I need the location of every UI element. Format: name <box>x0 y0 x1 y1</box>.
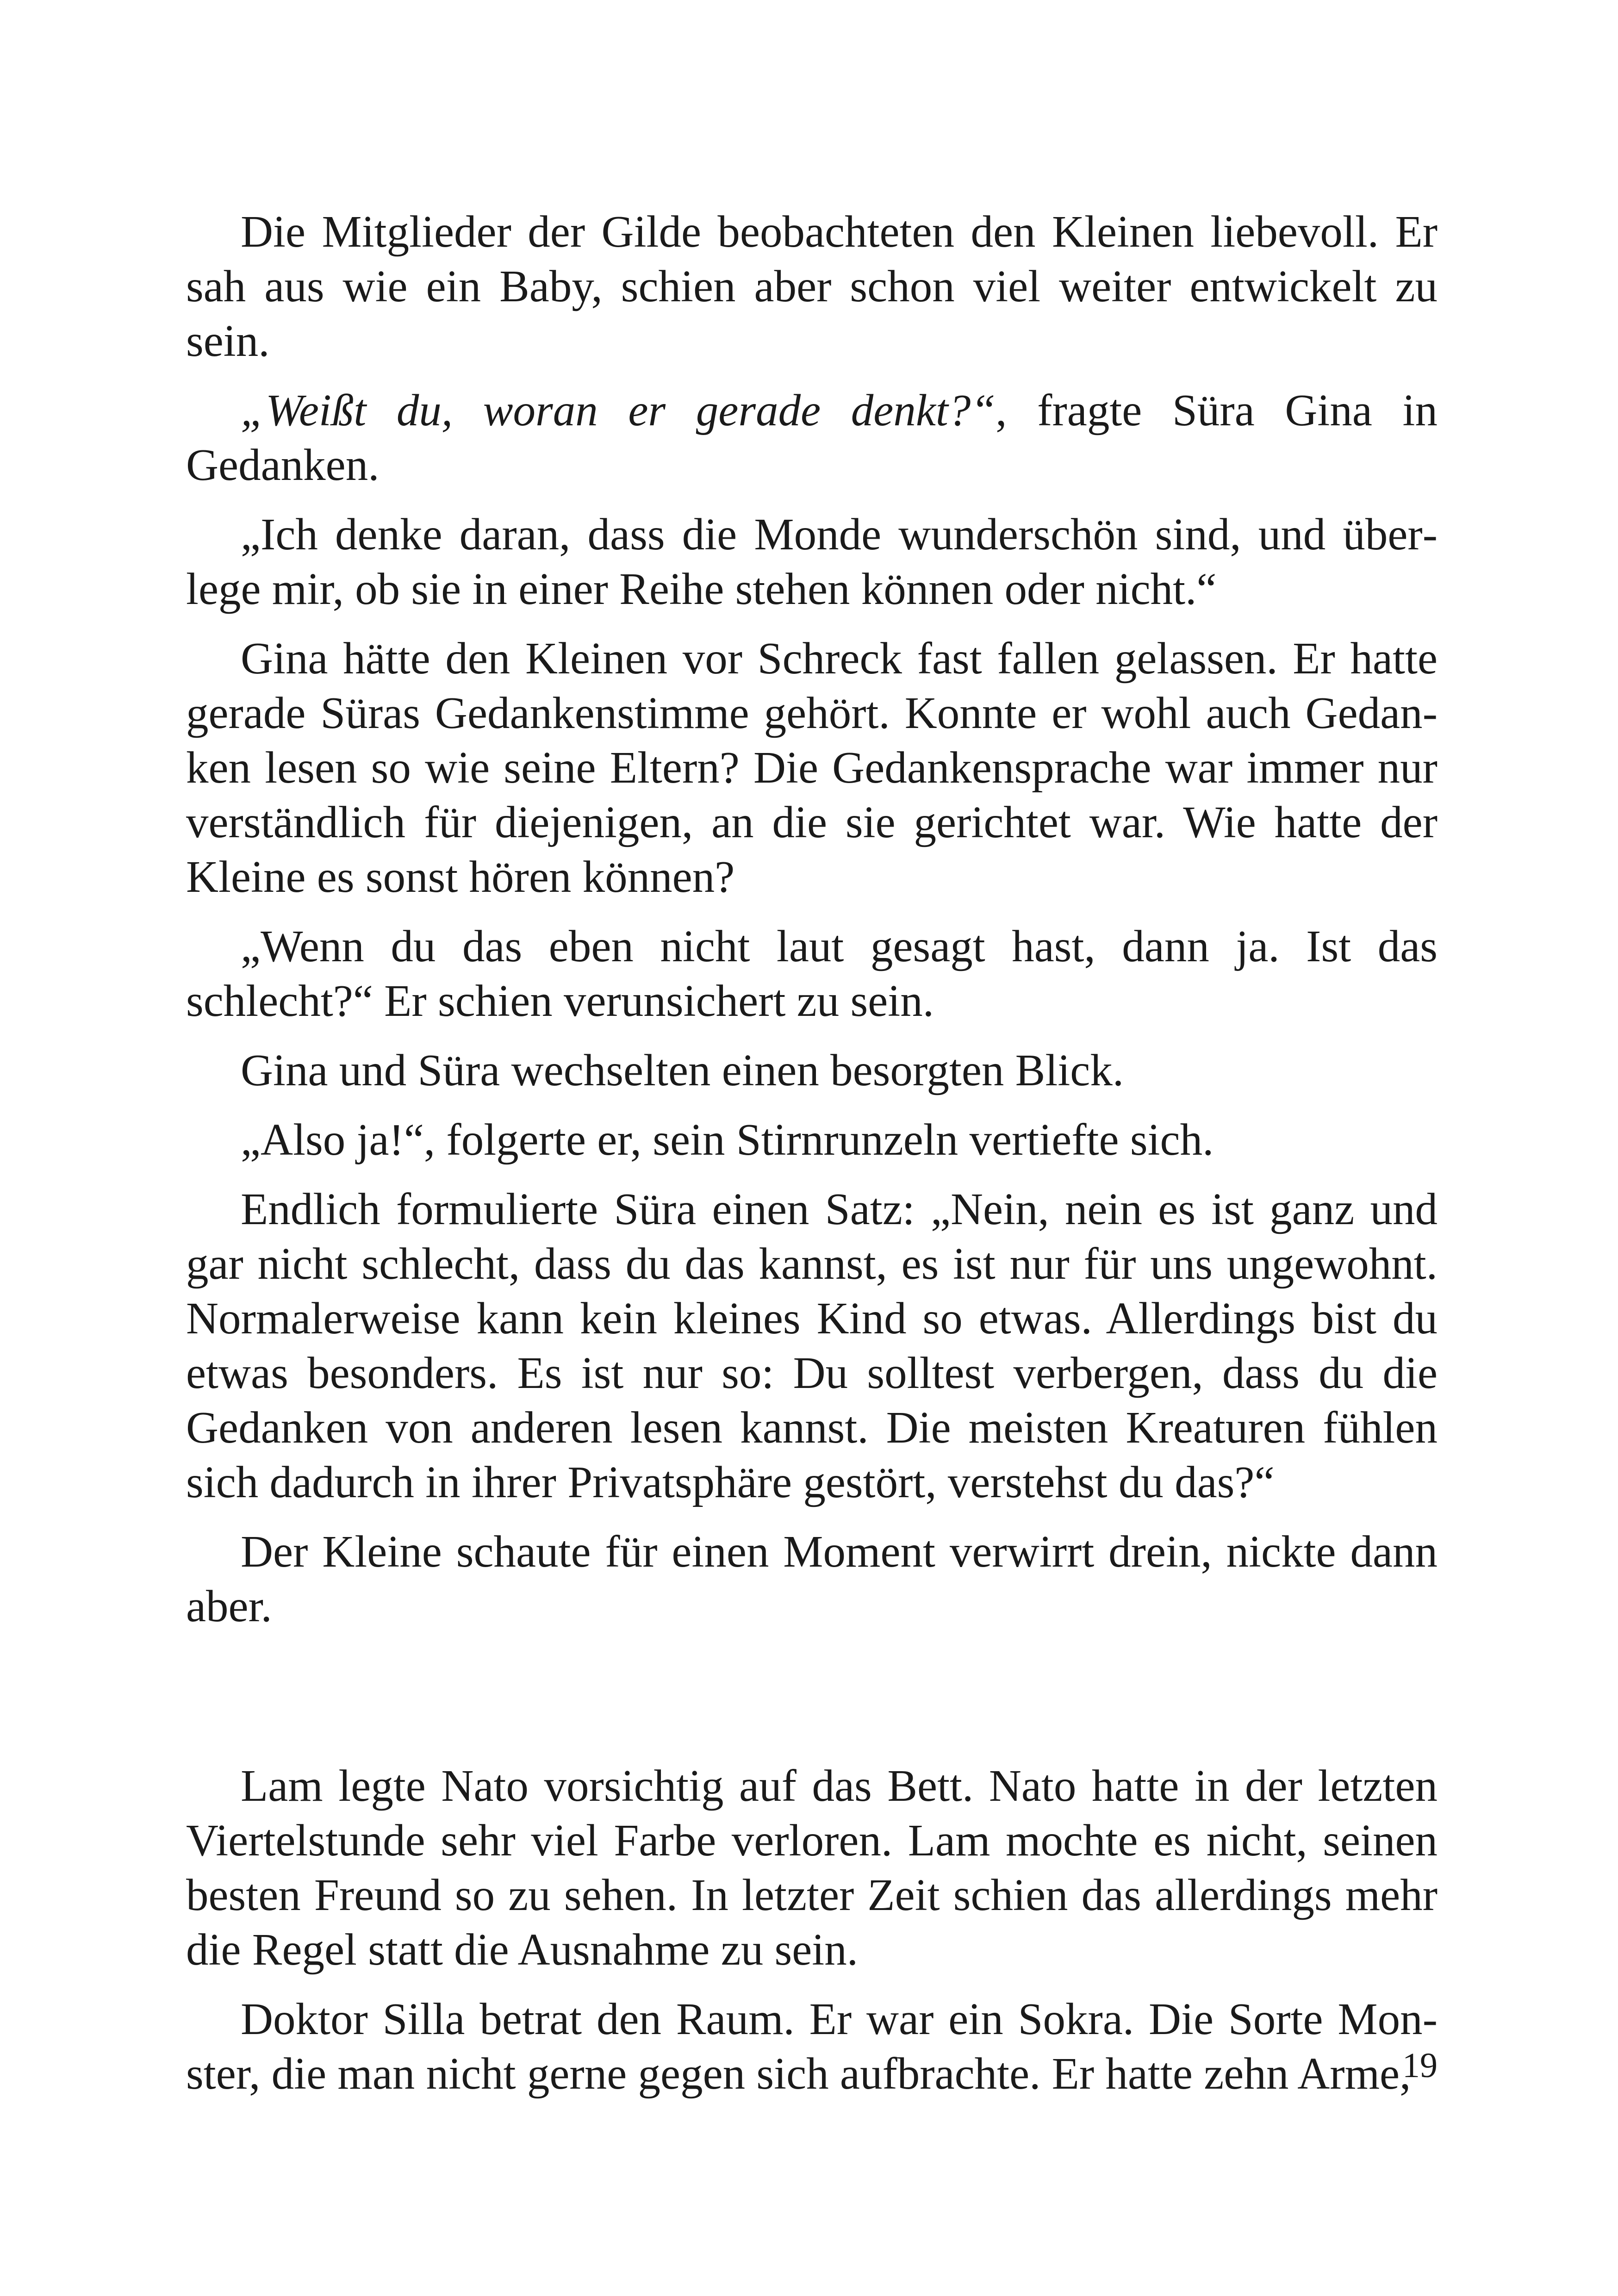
paragraph: Der Kleine schaute für einen Moment verwirrt drein, nickte dann aber. <box>186 1527 1438 1631</box>
paragraph: Gina und Süra wechselten einen besorgten Blick. <box>241 1045 1124 1095</box>
section-break <box>186 1634 1438 1759</box>
page-number: 19 <box>1402 2046 1438 2085</box>
paragraph: „Ich denke daran, dass die Monde wunderschön sind, und überlege mir, ob sie in einer Reihe stehen können oder nicht.“ <box>186 510 1438 614</box>
paragraph: „Also ja!“, folgerte er, sein Stirnrunzeln vertiefte sich. <box>241 1115 1214 1164</box>
italic-thought: „Weißt du, woran er gerade denkt?“ <box>241 386 996 435</box>
paragraph: Endlich formulierte Süra einen Satz: „Nein, nein es ist ganz und gar nicht schlecht, dass du das kannst, es ist nur für uns ungewohnt. Normalerweise kann kein kleines Kind so etwas. Allerdings bist du etwas besonders. Es ist nur so: Du solltest verbergen, dass du die Gedanken von anderen lesen kannst. Die meisten Kreaturen fühlen sich dadurch in ihrer Privatsphäre gestört, verstehst du das?“ <box>186 1184 1438 1507</box>
paragraph: Doktor Silla betrat den Raum. Er war ein Sokra. Die Sorte Monster, die man nicht gerne gegen sich aufbrachte. Er hatte zehn Arme, <box>186 1994 1438 2098</box>
paragraph: Lam legte Nato vorsichtig auf das Bett. Nato hatte in der letzten Viertelstunde sehr viel Farbe verloren. Lam mochte es nicht, seinen besten Freund so zu sehen. In letzter Zeit schien das allerdings mehr die Regel statt die Ausnahme zu sein. <box>186 1761 1438 1974</box>
page-body <box>186 205 1438 2101</box>
paragraph <box>186 383 1438 492</box>
paragraph: Die Mitglieder der Gilde beobachteten den Kleinen liebevoll. Er sah aus wie ein Baby, schien aber schon viel weiter entwickelt zu sein. <box>186 207 1438 366</box>
paragraph-text: , fragte Süra Gina in Gedanken. <box>186 386 1438 490</box>
paragraph: „Wenn du das eben nicht laut gesagt hast, dann ja. Ist das schlecht?“ Er schien verunsichert zu sein. <box>186 921 1438 1026</box>
paragraph: Gina hätte den Kleinen vor Schreck fast fallen gelassen. Er hatte gerade Süras Gedankenstimme gehört. Konnte er wohl auch Gedanken lesen so wie seine Eltern? Die Gedankensprache war immer nur verständlich für diejenigen, an die sie gerichtet war. Wie hatte der Kleine es sonst hören können? <box>186 634 1438 902</box>
